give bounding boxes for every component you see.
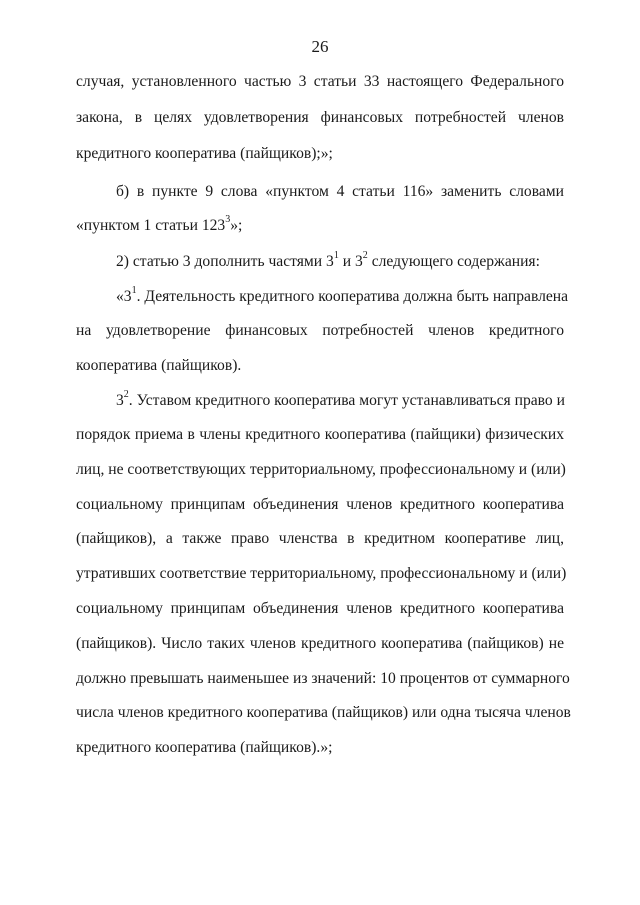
text-line <box>76 213 564 236</box>
text-fragment: »; <box>230 217 243 234</box>
text-fragment: «3 <box>116 288 132 305</box>
text-fragment: следующего содержания: <box>367 253 540 270</box>
text-line: кредитного кооператива (пайщиков).»; <box>76 739 333 756</box>
text-fragment: 3 <box>116 392 124 409</box>
text-line: случая, установленного частью 3 статьи 33 настоящего Федерального <box>76 73 564 90</box>
text-line: (пайщиков). Число таких членов кредитного кооператива (пайщиков) не <box>76 635 564 652</box>
text-line: социальному принципам объединения членов кредитного кооператива <box>76 600 564 617</box>
text-line: должно превышать наименьшее из значений: 10 процентов от суммарного <box>76 670 570 687</box>
text-line <box>116 249 564 272</box>
text-line: утративших соответствие территориальному, профессиональному и (или) <box>76 565 567 582</box>
text-line: числа членов кредитного кооператива (пайщиков) или одна тысяча членов <box>76 704 571 721</box>
text-line: б) в пункте 9 слова «пунктом 4 статьи 116» заменить словами <box>116 183 564 200</box>
text-line <box>116 388 565 411</box>
superscript: 1 <box>333 249 339 261</box>
text-line: кооператива (пайщиков). <box>76 357 242 374</box>
text-fragment: . Деятельность кредитного кооператива должна быть направлена <box>136 288 569 305</box>
superscript: 3 <box>225 213 231 225</box>
superscript: 1 <box>131 284 137 296</box>
text-line: лиц, не соответствующих территориальному, профессиональному и (или) <box>76 461 566 478</box>
text-fragment: «пунктом 1 статьи 123 <box>76 217 226 234</box>
text-line: (пайщиков), а также право членства в кредитном кооперативе лиц, <box>76 530 564 547</box>
text-line: социальному принципам объединения членов кредитного кооператива <box>76 496 564 513</box>
text-line <box>116 284 569 307</box>
text-line: порядок приема в члены кредитного кооператива (пайщики) физических <box>76 426 564 443</box>
text-fragment: . Уставом кредитного кооператива могут устанавливаться право и <box>128 392 565 409</box>
text-line: кредитного кооператива (пайщиков);»; <box>76 145 333 162</box>
text-line: на удовлетворение финансовых потребностей членов кредитного <box>76 322 564 339</box>
text-line: закона, в целях удовлетворения финансовых потребностей членов <box>76 109 564 126</box>
page-number: 26 <box>311 37 329 56</box>
text-fragment: и 3 <box>338 253 363 270</box>
superscript: 2 <box>123 388 129 400</box>
text-fragment: 2) статью 3 дополнить частями 3 <box>116 253 334 270</box>
superscript: 2 <box>362 249 368 261</box>
